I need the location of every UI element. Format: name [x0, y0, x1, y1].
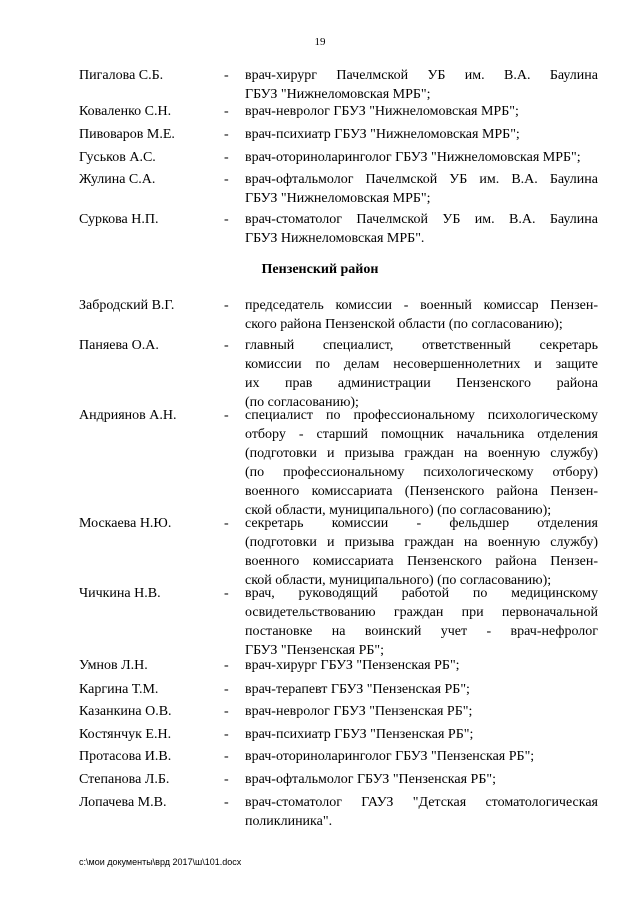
role-line: врач-офтальмолог Пачелмской УБ им. В.А. Баулина [245, 172, 598, 187]
person-name: Каргина Т.М. [79, 682, 159, 697]
person-role [245, 584, 598, 660]
role-line: освидетельствованию граждан при первоначальной [245, 605, 598, 620]
person-role [245, 656, 598, 675]
role-line: врач-офтальмолог ГБУЗ "Пензенская РБ"; [245, 772, 496, 787]
role-line: поликлиника". [245, 814, 333, 829]
dash-separator: - [224, 658, 229, 673]
role-line: врач, руководящий работой по медицинскому [245, 586, 598, 601]
person-role [245, 170, 598, 208]
dash-separator: - [224, 172, 229, 187]
person-name: Степанова Л.Б. [79, 772, 170, 787]
role-line: постановке на воинский учет - врач-нефролог [245, 624, 598, 639]
person-name: Москаева Н.Ю. [79, 516, 172, 531]
dash-separator: - [224, 727, 229, 742]
role-line: врач-психиатр ГБУЗ "Пензенская РБ"; [245, 727, 474, 742]
person-role [245, 747, 598, 766]
role-line: врач-невролог ГБУЗ "Нижнеломовская МРБ"; [245, 104, 519, 119]
dash-separator: - [224, 749, 229, 764]
role-line: председатель комиссии - военный комиссар Пензен- [245, 298, 598, 313]
dash-separator: - [224, 127, 229, 142]
role-line: врач-психиатр ГБУЗ "Нижнеломовская МРБ"; [245, 127, 520, 142]
role-line: врач-терапевт ГБУЗ "Пензенская РБ"; [245, 682, 470, 697]
person-name: Пивоваров М.Е. [79, 127, 175, 142]
dash-separator: - [224, 408, 229, 423]
person-role [245, 725, 598, 744]
person-name: Чичкина Н.В. [79, 586, 161, 601]
dash-separator: - [224, 298, 229, 313]
file-path-footer: c:\мои документы\врд 2017\ш\101.docx [79, 857, 242, 867]
role-line: отбору - старший помощник начальника отделения [245, 427, 598, 442]
role-line: ГБУЗ "Нижнеломовская МРБ"; [245, 87, 431, 102]
person-name: Пигалова С.Б. [79, 68, 164, 83]
role-line: военного комиссариата Пензенского района Пензен- [245, 554, 598, 569]
role-line: ской области, муниципального) (по согласованию); [245, 573, 552, 588]
dash-separator: - [224, 212, 229, 227]
role-line: военного комиссариата (Пензенского района Пензен- [245, 484, 598, 499]
role-line: их прав администрации Пензенского района [245, 376, 598, 391]
page-number: 19 [314, 36, 326, 48]
dash-separator: - [224, 516, 229, 531]
person-name: Казанкина О.В. [79, 704, 172, 719]
person-role [245, 793, 598, 831]
dash-separator: - [224, 104, 229, 119]
person-role [245, 296, 598, 334]
person-role [245, 680, 598, 699]
role-line: главный специалист, ответственный секретарь [245, 338, 598, 353]
role-line: врач-хирург ГБУЗ "Пензенская РБ"; [245, 658, 460, 673]
role-line: ГБУЗ "Нижнеломовская МРБ"; [245, 191, 431, 206]
dash-separator: - [224, 704, 229, 719]
person-name: Суркова Н.П. [79, 212, 159, 227]
dash-separator: - [224, 338, 229, 353]
role-line: ской области, муниципального) (по согласованию); [245, 503, 552, 518]
person-role [245, 702, 598, 721]
section-title: Пензенский район [261, 262, 379, 277]
role-line: ского района Пензенской области (по согласованию); [245, 317, 563, 332]
role-line: врач-невролог ГБУЗ "Пензенская РБ"; [245, 704, 473, 719]
person-role [245, 66, 598, 104]
role-line: врач-хирург Пачелмской УБ им. В.А. Баулина [245, 68, 598, 83]
role-line: (подготовки и призыва граждан на военную службу) [245, 446, 598, 461]
person-name: Коваленко С.Н. [79, 104, 172, 119]
role-line: (по согласованию); [245, 395, 359, 410]
person-name: Паняева О.А. [79, 338, 159, 353]
dash-separator: - [224, 586, 229, 601]
dash-separator: - [224, 682, 229, 697]
person-role [245, 210, 598, 248]
person-name: Андриянов А.Н. [79, 408, 177, 423]
role-line: ГБУЗ "Пензенская РБ"; [245, 643, 385, 658]
role-line: врач-стоматолог Пачелмской УБ им. В.А. Баулина [245, 212, 598, 227]
person-role [245, 125, 598, 144]
person-role [245, 102, 598, 121]
role-line: (подготовки и призыва граждан на военную службу) [245, 535, 598, 550]
person-role [245, 514, 598, 590]
person-name: Лопачева М.В. [79, 795, 167, 810]
dash-separator: - [224, 68, 229, 83]
dash-separator: - [224, 150, 229, 165]
person-role [245, 148, 598, 167]
dash-separator: - [224, 795, 229, 810]
role-line: ГБУЗ Нижнеломовская МРБ". [245, 231, 425, 246]
person-name: Гуськов А.С. [79, 150, 156, 165]
person-name: Умнов Л.Н. [79, 658, 148, 673]
dash-separator: - [224, 772, 229, 787]
role-line: комиссии по делам несовершеннолетних и защите [245, 357, 598, 372]
role-line: (по профессиональному психологическому отбору) [245, 465, 598, 480]
person-role [245, 406, 598, 520]
role-line: специалист по профессиональному психологическому [245, 408, 598, 423]
role-line: врач-оториноларинголог ГБУЗ "Пензенская РБ"; [245, 749, 535, 764]
person-name: Забродский В.Г. [79, 298, 175, 313]
person-name: Протасова И.В. [79, 749, 172, 764]
person-role [245, 770, 598, 789]
person-name: Жулина С.А. [79, 172, 156, 187]
person-name: Костянчук Е.Н. [79, 727, 172, 742]
person-role [245, 336, 598, 412]
role-line: врач-стоматолог ГАУЗ "Детская стоматологическая [245, 795, 598, 810]
role-line: секретарь комиссии - фельдшер отделения [245, 516, 598, 531]
role-line: врач-оториноларинголог ГБУЗ "Нижнеломовская МРБ"; [245, 150, 581, 165]
